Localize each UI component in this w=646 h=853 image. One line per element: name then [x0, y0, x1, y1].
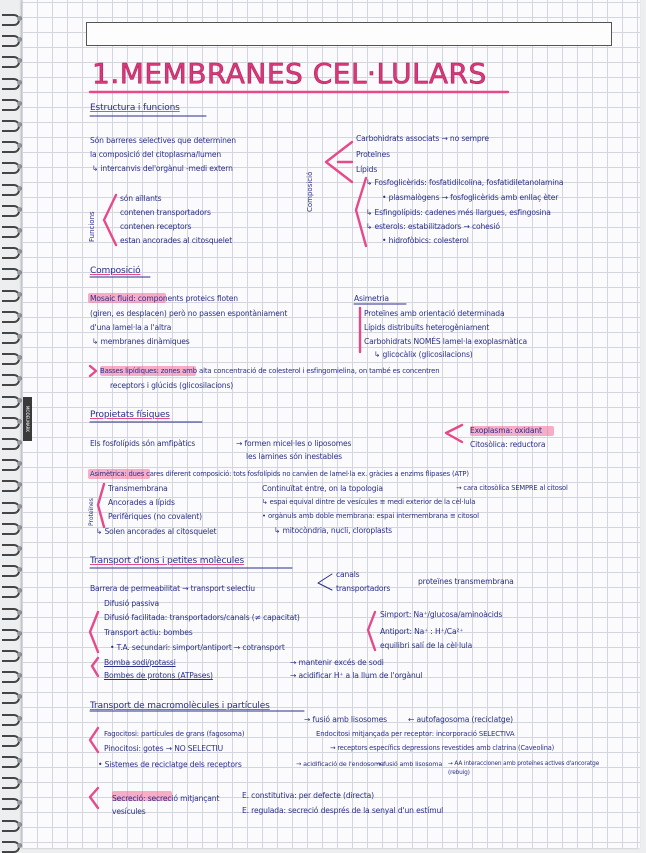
- spiral-binding: [0, 0, 22, 848]
- barrera: Barrera de permeabilitat → transport selectiu: [90, 584, 255, 593]
- secrecio: Secreció: secreció mitjançant vesícules: [112, 794, 220, 816]
- asimetria-3: Carbohidrats NOMÉS lamel·la exoplasmàtica: [364, 337, 527, 346]
- label-funcions: Funcions: [88, 211, 96, 242]
- transportadors: transportadors: [336, 584, 391, 593]
- fosfo-2: → formen micel·les o liposomes: [236, 439, 352, 448]
- transport-5: Bomba sodi/potassi: [104, 658, 176, 667]
- simport: Simport: Na⁺/glucosa/aminoàcids: [380, 610, 503, 619]
- transport-6: Bombes de protons (ATPases): [104, 671, 213, 680]
- mosaic-1: Mosaic fluid: components proteics floten: [90, 294, 238, 303]
- sistemes-reciclatge: • Sistemes de reciclatge dels receptors: [98, 760, 242, 769]
- mosaic-4: ↳ membranes dinàmiques: [92, 337, 190, 346]
- cont-4: ↳ mitocòndria, nucli, cloroplasts: [274, 526, 392, 535]
- equilibri: equilibri salí de la cèl·lula: [380, 641, 473, 650]
- receptors-especifics: → receptors específics depressions revestides amb clatrina (Caveolina): [330, 744, 555, 752]
- funcio-3: contenen receptors: [120, 222, 192, 231]
- page-title: 1.MEMBRANES CEL·LULARS: [92, 57, 487, 90]
- recicl-3: → AA interaccionen amb proteïnes actives d'ancoratge (rebuig): [448, 761, 600, 776]
- fusio-lisosomes: → fusió amb lisosomes: [304, 715, 387, 724]
- composicio-1: Carbohidrats associats → no sempre: [356, 134, 489, 143]
- funcio-4: estan ancorades al citosquelet: [120, 236, 233, 245]
- bombes-2: → acidificar H⁺ a la llum de l'orgànul: [290, 671, 423, 680]
- fosfo-1: Els fosfolípids són amfipàtics: [90, 439, 196, 448]
- transport-1: Difusió passiva: [104, 599, 159, 608]
- basses-1: Basses lipídiques: zones amb alta concentració de colesterol i esfingomielina, on també es concentren: [100, 367, 440, 375]
- header-box: [86, 22, 612, 46]
- transport-3: Transport actiu: bombes: [104, 628, 193, 637]
- prot-3: Perifèriques (no covalent): [108, 512, 202, 521]
- recicl-2: → fusió amb lisosoma: [376, 760, 443, 768]
- prot-1: Transmembrana: [108, 484, 168, 493]
- label-composicio: Composició: [306, 171, 314, 212]
- citosolica: Citosòlica: reductora: [470, 440, 546, 449]
- cont-2: ↳ espai equival dintre de vesícules ≡ medi exterior de la cèl·lula: [262, 498, 476, 506]
- asimetria-4: ↳ glicocàlix (glicosilacions): [374, 350, 473, 359]
- composicio-3: Lípids: [356, 165, 378, 174]
- mosaic-2: (giren, es desplacen) però no passen espontàniament: [90, 309, 288, 318]
- composicio-2: Proteïnes: [356, 150, 390, 159]
- recicl-1: → acidificació de l'endosoma: [296, 760, 384, 768]
- lipid-2: • plasmalògens → fosfoglicèrids amb enllaç èter: [382, 193, 559, 202]
- proteines-transmembrana: proteïnes transmembrana: [418, 577, 514, 586]
- transport-4: • T.A. secundari: simport/antiport → cotransport: [110, 643, 285, 652]
- intro-line-3: ↳ intercanvis del'orgànul -medi extern: [92, 164, 233, 173]
- lipid-1: ↳ Fosfoglicèrids: fosfatidilcolina, fosfatidiletanolamina: [366, 178, 564, 187]
- asimetria-2: Lípids distribuïts heterogèniament: [364, 323, 490, 332]
- asimetrica-line: Asimètrica: dues cares diferent composició: tots fosfolípids no canvien de lamel·la ex. gràcies a enzims flipases (ATP): [90, 470, 469, 478]
- asimetria-title: Asimetria: [354, 294, 389, 303]
- mosaic-3: d'una lamel·la a l'altra: [90, 323, 172, 332]
- bombes-1: → mantenir excés de sodi: [290, 658, 384, 667]
- constitutiva: E. constitutiva: per defecte (directa): [242, 791, 374, 800]
- intro-line-1: Són barreres selectives que determinen: [90, 136, 236, 145]
- brand-tab: MODELMARK: [23, 397, 32, 441]
- heading-composicio: Composició: [90, 266, 141, 276]
- regulada: E. regulada: secreció després de la senyal d'un estímul: [242, 806, 444, 815]
- heading-propietats: Propietats físiques: [90, 410, 170, 420]
- intro-line-2: la composició del citoplasma/lumen: [90, 150, 222, 159]
- transport-2: Difusió facilitada: transportadors/canals (≠ capacitat): [104, 613, 300, 622]
- lipid-5: • hidrofòbics: colesterol: [382, 236, 469, 245]
- fosfo-3: les lamines són inestables: [246, 452, 342, 461]
- prot-4: ↳ Solen ancorades al citosquelet: [96, 527, 217, 536]
- fagocitosi: Fagocitosi: partícules de grans (fagosoma): [104, 730, 245, 738]
- exoplasma: Exoplasma: oxidant: [470, 426, 542, 435]
- label-proteines: Proteïnes: [88, 498, 95, 526]
- endocitosi: Endocitosi mitjançada per receptor: incorporació SELECTIVA: [316, 730, 515, 738]
- basses-2: receptors i glúcids (glicosilacions): [110, 381, 234, 390]
- lipid-3: ↳ Esfingolípids: cadenes més llargues, esfingosina: [366, 208, 551, 217]
- prot-2: Ancorades a lípids: [108, 498, 175, 507]
- cont-3: • orgànuls amb doble membrana: espai intermembrana ≡ citosol: [262, 512, 479, 520]
- heading-transport: Transport d'ions i petites molècules: [90, 556, 245, 566]
- canals: canals: [336, 570, 360, 579]
- autofagosoma: ← autofagosoma (reciclatge): [408, 715, 513, 724]
- lipid-4: ↳ esterols: estabilitzadors → cohesió: [366, 222, 500, 231]
- heading-estructura: Estructura i funcions: [90, 103, 180, 113]
- pinocitosi: Pinocitosi: gotes → NO SELECTIU: [104, 744, 223, 753]
- heading-macromolecules: Transport de macromolècules i partícules: [90, 701, 270, 711]
- cont-5: → cara citosòlica SEMPRE al citosol: [456, 484, 568, 492]
- funcio-2: contenen transportadors: [120, 208, 211, 217]
- antiport: Antiport: Na⁺ : H⁺/Ca²⁺: [380, 627, 464, 636]
- asimetria-1: Proteïnes amb orientació determinada: [364, 309, 505, 318]
- funcio-1: són aïllants: [120, 194, 162, 203]
- cont-1: Continuïtat entre, on la topologia: [262, 484, 383, 493]
